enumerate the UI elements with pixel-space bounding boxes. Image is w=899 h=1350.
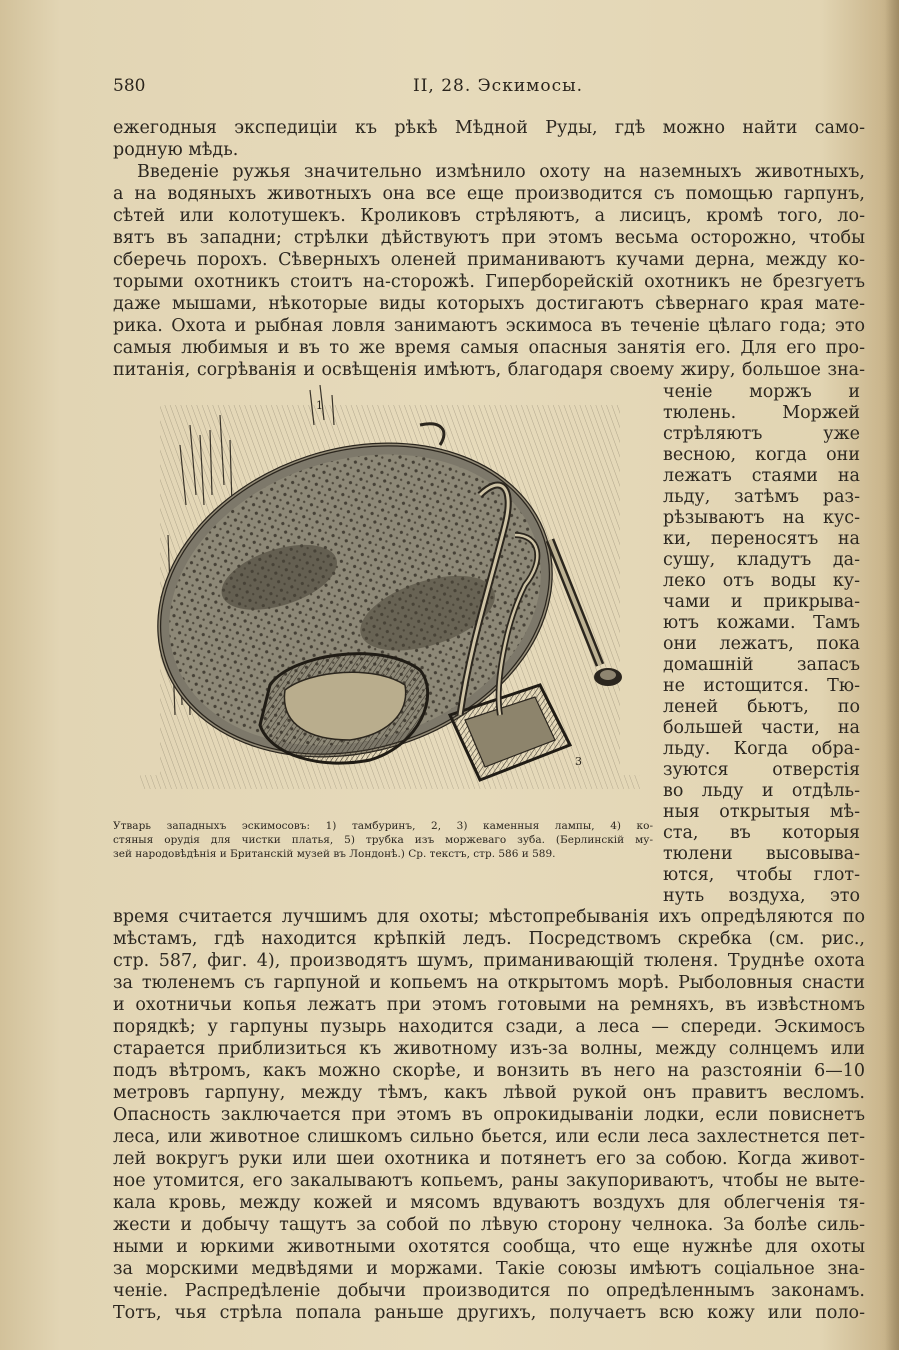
text-line: подъ вѣтромъ, какъ можно скорѣе, и вонзить въ него на разстояніи 6—10 <box>113 1061 865 1081</box>
text-line: Введеніе ружья значительно измѣнило охоту на наземныхъ животныхъ, <box>137 162 865 182</box>
text-line-right: ются, чтобы глот- <box>663 865 860 885</box>
text-line-right: они лежатъ, пока <box>663 634 860 654</box>
text-line-right: чами и прикрыва- <box>663 592 860 612</box>
text-line: самыя любимыя и въ то же время самыя опасныя занятія его. Для его про- <box>113 338 865 358</box>
text-line-right: ченіе моржъ и <box>663 382 860 402</box>
text-line: Опасность заключается при этомъ въ опрокидываніи лодки, если повиснетъ <box>113 1105 865 1125</box>
text-line: мѣстамъ, гдѣ находится крѣпкій ледъ. Посредствомъ скребка (см. рис., <box>113 929 865 949</box>
text-line: старается приблизиться къ животному изъ-за волны, между солнцемъ или <box>113 1039 865 1059</box>
text-line: стр. 587, фиг. 4), производятъ шумъ, приманивающій тюленя. Труднѣе охота <box>113 951 865 971</box>
text-line: ежегодныя экспедиціи къ рѣкѣ Мѣдной Руды, гдѣ можно найти само- <box>113 118 865 138</box>
running-title: II, 28. Эскимосы. <box>413 76 584 96</box>
engraving-illustration <box>120 385 650 815</box>
text-line-right: леко отъ воды ку- <box>663 571 860 591</box>
text-line-right: ки, переносятъ на <box>663 529 860 549</box>
text-line-right: тюлень. Моржей <box>663 403 860 423</box>
text-line: даже мышами, нѣкоторые виды которыхъ достигаютъ сѣвернаго края мате- <box>113 294 865 314</box>
text-line-right: нуть воздуха, это <box>663 886 860 906</box>
text-line-right: ютъ кожами. Тамъ <box>663 613 860 633</box>
eskimo-utensils-engraving <box>120 385 650 815</box>
text-line-right: лежатъ стаями на <box>663 466 860 486</box>
text-line-right: во льду и отдѣль- <box>663 781 860 801</box>
page-edge-shadow <box>885 0 899 1350</box>
text-line: за тюленемъ съ гарпуной и копьемъ на открытомъ морѣ. Рыболовныя снасти <box>113 973 865 993</box>
caption-line: Утварь западныхъ эскимосовъ: 1) тамбуринъ, 2, 3) каменныя лампы, 4) ко- <box>113 820 653 832</box>
text-line: а на водяныхъ животныхъ она все еще производится съ помощью гарпунъ, <box>113 184 865 204</box>
text-line: метровъ гарпуну, между тѣмъ, какъ лѣвой рукой онъ правитъ весломъ. <box>113 1083 865 1103</box>
text-line: и охотничьи копья лежатъ при этомъ готовыми на ремняхъ, въ извѣстномъ <box>113 995 865 1015</box>
text-line: за морскими медвѣдями и моржами. Такіе союзы имѣютъ соціальное зна- <box>113 1259 865 1279</box>
figure-label-1: 1 <box>316 399 323 412</box>
text-line: порядкѣ; у гарпуны пузырь находится сзади, а леса — спереди. Эскимосъ <box>113 1017 865 1037</box>
text-line: питанія, согрѣванія и освѣщенія имѣютъ, благодаря своему жиру, большое зна- <box>113 360 865 380</box>
text-line-right: леней бьютъ, по <box>663 697 860 717</box>
text-line: сѣтей или колотушекъ. Кроликовъ стрѣляютъ, а лисицъ, кромѣ того, ло- <box>113 206 865 226</box>
text-line-right: тюлени высовыва- <box>663 844 860 864</box>
page-header <box>113 76 865 100</box>
text-line: вятъ въ западни; стрѣлки дѣйствуютъ при этомъ весьма осторожно, чтобы <box>113 228 865 248</box>
text-line: время считается лучшимъ для охоты; мѣстопребыванія ихъ опредѣляются по <box>113 907 865 927</box>
text-line-right: рѣзываютъ на кус- <box>663 508 860 528</box>
text-line: леса, или животное слишкомъ сильно бьется, или если леса захлестнется пет- <box>113 1127 865 1147</box>
text-line: рика. Охота и рыбная ловля занимаютъ эскимоса въ теченіе цѣлаго года; это <box>113 316 865 336</box>
text-line-right: сушу, кладутъ да- <box>663 550 860 570</box>
text-line: сберечь порохъ. Сѣверныхъ оленей приманиваютъ кучами дерна, между ко- <box>113 250 865 270</box>
text-line-right: ныя открытыя мѣ- <box>663 802 860 822</box>
text-line: жести и добычу тащутъ за собой по лѣвую сторону челнока. За болѣе силь- <box>113 1215 865 1235</box>
text-line-right: льду. Когда обра- <box>663 739 860 759</box>
text-line-right: домашній запасъ <box>663 655 860 675</box>
text-line-right: стрѣляютъ уже <box>663 424 860 444</box>
text-line-right: зуются отверстія <box>663 760 860 780</box>
text-line-right: не истощится. Тю- <box>663 676 860 696</box>
caption-line: стяныя орудія для чистки платья, 5) трубка изъ моржеваго зуба. (Берлинскій му- <box>113 834 653 846</box>
text-line: ное утомится, его закалываютъ копьемъ, раны закупориваютъ, чтобы не выте- <box>113 1171 865 1191</box>
text-line-right: большей части, на <box>663 718 860 738</box>
text-line-right: льду, затѣмъ раз- <box>663 487 860 507</box>
text-line-right: весною, когда они <box>663 445 860 465</box>
text-line: ными и юркими животными охотятся сообща, что еще нужнѣе для охоты <box>113 1237 865 1257</box>
text-line: родную мѣдь. <box>113 140 239 160</box>
caption-line: зей народовѣдѣнія и Британскій музей въ Лондонѣ.) Ср. текстъ, стр. 586 и 589. <box>113 848 556 860</box>
text-line: торыми охотникъ стоитъ на-сторожѣ. Гиперборейскій охотникъ не брезгуетъ <box>113 272 865 292</box>
text-line: Тотъ, чья стрѣла попала раньше другихъ, получаетъ всю кожу или поло- <box>113 1303 865 1323</box>
page-number: 580 <box>113 76 146 96</box>
text-line: лей вокругъ руки или шеи охотника и потянетъ его за собою. Когда живот- <box>113 1149 865 1169</box>
figure-caption <box>113 819 653 861</box>
text-line: ченіе. Распредѣленіе добычи производится по опредѣленнымъ законамъ. <box>113 1281 865 1301</box>
figure-label-3: 3 <box>575 755 582 768</box>
text-line-right: ста, въ которыя <box>663 823 860 843</box>
text-line: кала кровь, между кожей и мясомъ вдуваютъ воздухъ для облегченія тя- <box>113 1193 865 1213</box>
